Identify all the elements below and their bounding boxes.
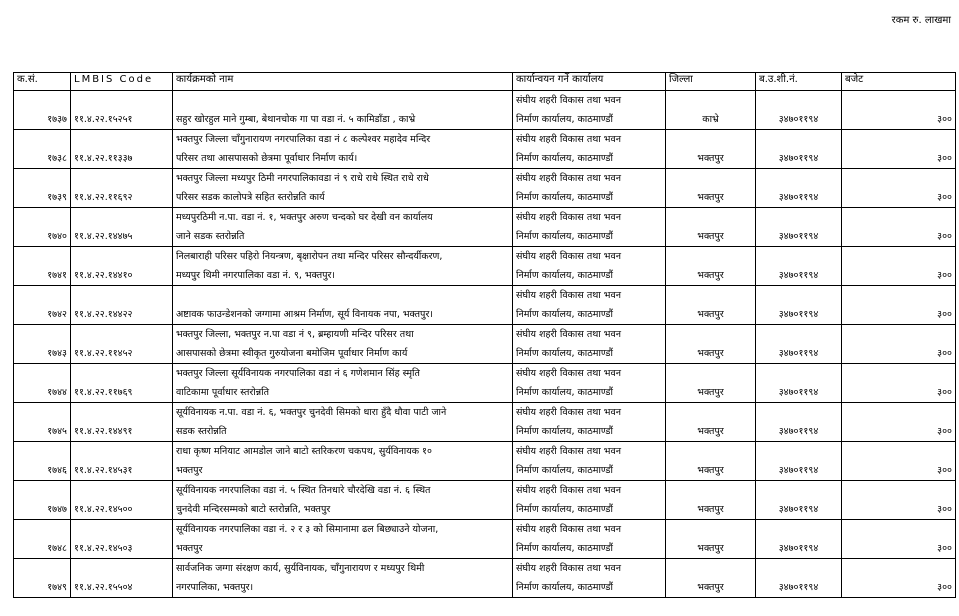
cell-bcode: ३४७०११९४ [756, 442, 842, 481]
cell-district: भक्तपुर [666, 403, 756, 442]
program-line-2: भक्तपुर [176, 543, 203, 554]
program-line-1: सार्वजनिक जग्गा संरक्षण कार्य, सुर्यविनायक, चाँगुनारायण र मध्यपुर थिमी [176, 563, 425, 574]
cell-sn: १७४० [14, 208, 71, 247]
office-line-1: संघीय शहरी विकास तथा भवन [516, 212, 622, 223]
office-line-2: निर्माण कार्यालय, काठमाण्डौं [516, 231, 613, 242]
cell-program [173, 520, 513, 559]
table-row [14, 325, 956, 364]
cell-budget: ३०० [842, 403, 956, 442]
office-line-1: संघीय शहरी विकास तथा भवन [516, 446, 622, 457]
table-row [14, 403, 956, 442]
cell-district: भक्तपुर [666, 481, 756, 520]
cell-lmbis-code: ११.४.२२.१४४२२ [71, 286, 173, 325]
program-line-2: वाटिकामा पूर्वाधार स्तरोन्नति [176, 387, 270, 398]
cell-lmbis-code: ११.४.२२.१४५०० [71, 481, 173, 520]
cell-office [513, 247, 666, 286]
cell-budget: ३०० [842, 91, 956, 130]
cell-budget: ३०० [842, 481, 956, 520]
office-line-2: निर्माण कार्यालय, काठमाण्डौं [516, 426, 613, 437]
office-line-2: निर्माण कार्यालय, काठमाण्डौं [516, 543, 613, 554]
program-line-1: सूर्यविनायक नगरपालिका वडा नं. ५ स्थित तिनधारे चौरदेखि वडा नं. ६ स्थित [176, 485, 431, 496]
unit-note: रकम रु. लाखमा [891, 15, 951, 26]
cell-lmbis-code: ११.४.२२.१४४१० [71, 247, 173, 286]
office-line-2: निर्माण कार्यालय, काठमाण्डौं [516, 153, 613, 164]
program-line-2: मध्यपुर थिमी नगरपालिका वडा नं. ९, भक्तपुर। [176, 270, 336, 281]
table-row [14, 364, 956, 403]
cell-sn: १७४५ [14, 403, 71, 442]
cell-program [173, 403, 513, 442]
cell-sn: १७४४ [14, 364, 71, 403]
cell-program [173, 208, 513, 247]
table-row [14, 130, 956, 169]
cell-district: काभ्रे [666, 91, 756, 130]
cell-program [173, 247, 513, 286]
program-line-1: मध्यपुरठिमी न.पा. वडा नं. १, भक्तपुर अरुण चन्दको घर देखी वन कार्यालय [176, 212, 433, 223]
cell-budget: ३०० [842, 520, 956, 559]
cell-lmbis-code: ११.४.२२.११६९२ [71, 169, 173, 208]
office-line-1: संघीय शहरी विकास तथा भवन [516, 563, 622, 574]
cell-district: भक्तपुर [666, 247, 756, 286]
office-line-1: संघीय शहरी विकास तथा भवन [516, 95, 622, 106]
cell-office [513, 481, 666, 520]
cell-lmbis-code: ११.४.२२.१४५०३ [71, 520, 173, 559]
cell-sn: १७४२ [14, 286, 71, 325]
cell-program [173, 364, 513, 403]
cell-bcode: ३४७०११९४ [756, 208, 842, 247]
table-row [14, 286, 956, 325]
cell-office [513, 130, 666, 169]
table-row [14, 208, 956, 247]
cell-sn: १७३८ [14, 130, 71, 169]
cell-program [173, 559, 513, 598]
cell-sn: १७४३ [14, 325, 71, 364]
cell-budget: ३०० [842, 130, 956, 169]
cell-district: भक्तपुर [666, 130, 756, 169]
cell-sn: १७३९ [14, 169, 71, 208]
program-line-1: भक्तपुर जिल्ला मध्यपुर ठिमी नगरपालिकावडा नं ९ राधे राधे स्थित राधे राधे [176, 173, 429, 184]
cell-bcode: ३४७०११९४ [756, 91, 842, 130]
header-office: कार्यान्वयन गर्ने कार्यालय [513, 73, 666, 91]
program-line-2: अष्टावक फाउन्डेशनको जग्गामा आश्रम निर्माण, सूर्य विनायक नपा, भक्तपुर। [176, 309, 433, 320]
table-row [14, 247, 956, 286]
cell-district: भक्तपुर [666, 169, 756, 208]
program-line-2: नगरपालिका, भक्तपुर। [176, 582, 254, 593]
cell-district: भक्तपुर [666, 364, 756, 403]
cell-lmbis-code: ११.४.२२.११७६९ [71, 364, 173, 403]
cell-bcode: ३४७०११९४ [756, 520, 842, 559]
header-sn: क.सं. [14, 73, 71, 91]
office-line-2: निर्माण कार्यालय, काठमाण्डौं [516, 465, 613, 476]
cell-district: भक्तपुर [666, 325, 756, 364]
cell-office [513, 208, 666, 247]
cell-lmbis-code: ११.४.२२.११३३७ [71, 130, 173, 169]
cell-sn: १७४६ [14, 442, 71, 481]
program-line-1: सहुर खोरहुल माने गुम्बा, बेथानचोक गा पा वडा नं. ५ कामिडाँडा , काभ्रे [176, 114, 416, 125]
cell-sn: १७४१ [14, 247, 71, 286]
header-budget: बजेट [842, 73, 956, 91]
office-line-2: निर्माण कार्यालय, काठमाण्डौं [516, 192, 613, 203]
cell-budget: ३०० [842, 208, 956, 247]
cell-bcode: ३४७०११९४ [756, 130, 842, 169]
program-line-2: चुनदेवी मन्दिरसम्मको बाटो स्तरोन्नति, भक्तपुर [176, 504, 331, 515]
office-line-1: संघीय शहरी विकास तथा भवन [516, 368, 622, 379]
office-line-1: संघीय शहरी विकास तथा भवन [516, 173, 622, 184]
table-row [14, 481, 956, 520]
cell-office [513, 520, 666, 559]
cell-bcode: ३४७०११९४ [756, 286, 842, 325]
cell-district: भक्तपुर [666, 208, 756, 247]
cell-office [513, 559, 666, 598]
cell-office [513, 169, 666, 208]
cell-program [173, 286, 513, 325]
cell-bcode: ३४७०११९४ [756, 403, 842, 442]
office-line-1: संघीय शहरी विकास तथा भवन [516, 290, 622, 301]
cell-lmbis-code: ११.४.२२.१४५३१ [71, 442, 173, 481]
program-line-1: सूर्यविनायक न.पा. वडा नं. ६, भक्तपुर चुनदेवी सिमको धारा हुँदै धौवा पाटी जाने [176, 407, 447, 418]
cell-program [173, 481, 513, 520]
cell-lmbis-code: ११.४.२२.१५२५१ [71, 91, 173, 130]
cell-bcode: ३४७०११९४ [756, 481, 842, 520]
program-line-2: सडक स्तरोन्नति [176, 426, 227, 437]
office-line-1: संघीय शहरी विकास तथा भवन [516, 329, 622, 340]
header-program: कार्यक्रमको नाम [173, 73, 513, 91]
office-line-2: निर्माण कार्यालय, काठमाण्डौं [516, 114, 613, 125]
cell-program [173, 325, 513, 364]
table-row [14, 91, 956, 130]
cell-program [173, 169, 513, 208]
cell-office [513, 403, 666, 442]
program-line-2: परिसर तथा आसपासको छेत्रमा पूर्वाधार निर्माण कार्य। [176, 153, 358, 164]
table-row [14, 442, 956, 481]
cell-budget: ३०० [842, 286, 956, 325]
office-line-1: संघीय शहरी विकास तथा भवन [516, 407, 622, 418]
cell-lmbis-code: ११.४.२२.१५५०४ [71, 559, 173, 598]
office-line-1: संघीय शहरी विकास तथा भवन [516, 524, 622, 535]
cell-district: भक्तपुर [666, 286, 756, 325]
cell-sn: १७४९ [14, 559, 71, 598]
cell-sn: १७४७ [14, 481, 71, 520]
table-body [14, 91, 956, 598]
program-line-2: आसपासको छेत्रमा स्वीकृत गुरुयोजना बमोजिम पूर्वाधार निर्माण कार्य [176, 348, 408, 359]
header-district: जिल्ला [666, 73, 756, 91]
cell-budget: ३०० [842, 364, 956, 403]
cell-district: भक्तपुर [666, 559, 756, 598]
program-line-1: निलबाराही परिसर पहिरो नियन्त्रण, बृक्षारोपन तथा मन्दिर परिसर सौन्दर्यीकरण, [176, 251, 443, 262]
cell-budget: ३०० [842, 169, 956, 208]
cell-program [173, 91, 513, 130]
table-row [14, 559, 956, 598]
cell-office [513, 364, 666, 403]
office-line-1: संघीय शहरी विकास तथा भवन [516, 134, 622, 145]
cell-office [513, 286, 666, 325]
table-header [14, 73, 956, 91]
header-bcode: ब.उ.शी.नं. [756, 73, 842, 91]
office-line-2: निर्माण कार्यालय, काठमाण्डौं [516, 270, 613, 281]
office-line-2: निर्माण कार्यालय, काठमाण्डौं [516, 309, 613, 320]
cell-budget: ३०० [842, 247, 956, 286]
cell-office [513, 325, 666, 364]
office-line-2: निर्माण कार्यालय, काठमाण्डौं [516, 504, 613, 515]
cell-district: भक्तपुर [666, 442, 756, 481]
cell-program [173, 130, 513, 169]
table-row [14, 169, 956, 208]
table-row [14, 520, 956, 559]
cell-sn: १७४८ [14, 520, 71, 559]
program-line-2: भक्तपुर [176, 465, 203, 476]
budget-table [13, 72, 956, 598]
cell-office [513, 91, 666, 130]
cell-budget: ३०० [842, 559, 956, 598]
cell-bcode: ३४७०११९४ [756, 364, 842, 403]
office-line-1: संघीय शहरी विकास तथा भवन [516, 251, 622, 262]
program-line-2: जाने सडक स्तरोन्नति [176, 231, 245, 242]
program-line-1: राधा कृष्ण मनियाट आमडोल जाने बाटो स्तरिकरण चकपथ, सुर्यविनायक १० [176, 446, 432, 457]
program-line-1: भक्तपुर जिल्ला चाँगुनारायण नगरपालिका वडा नं ८ कल्पेश्वर महादेव मन्दिर [176, 134, 431, 145]
cell-budget: ३०० [842, 325, 956, 364]
cell-program [173, 442, 513, 481]
cell-lmbis-code: ११.४.२२.१४४९१ [71, 403, 173, 442]
program-line-1: भक्तपुर जिल्ला, भक्तपुर न.पा वडा नं ९, ब्रम्हायणी मन्दिर परिसर तथा [176, 329, 414, 340]
cell-office [513, 442, 666, 481]
office-line-2: निर्माण कार्यालय, काठमाण्डौं [516, 387, 613, 398]
cell-district: भक्तपुर [666, 520, 756, 559]
cell-lmbis-code: ११.४.२२.११४५२ [71, 325, 173, 364]
office-line-2: निर्माण कार्यालय, काठमाण्डौं [516, 582, 613, 593]
cell-bcode: ३४७०११९४ [756, 247, 842, 286]
office-line-2: निर्माण कार्यालय, काठमाण्डौं [516, 348, 613, 359]
office-line-1: संघीय शहरी विकास तथा भवन [516, 485, 622, 496]
cell-bcode: ३४७०११९४ [756, 169, 842, 208]
program-line-1: सूर्यविनायक नगरपालिका वडा नं. २ र ३ को सिमानामा ढल बिछ्याउने योजना, [176, 524, 439, 535]
cell-budget: ३०० [842, 442, 956, 481]
cell-bcode: ३४७०११९४ [756, 325, 842, 364]
program-line-2: परिसर सडक कालोपत्रे सहित स्तरोन्नति कार्य [176, 192, 325, 203]
program-line-1: भक्तपुर जिल्ला सूर्यविनायक नगरपालिका वडा नं ६ गणेशमान सिंह स्मृति [176, 368, 420, 379]
header-lmbis-code: LMBIS Code [71, 73, 173, 91]
cell-sn: १७३७ [14, 91, 71, 130]
cell-lmbis-code: ११.४.२२.१४४७५ [71, 208, 173, 247]
cell-bcode: ३४७०११९४ [756, 559, 842, 598]
